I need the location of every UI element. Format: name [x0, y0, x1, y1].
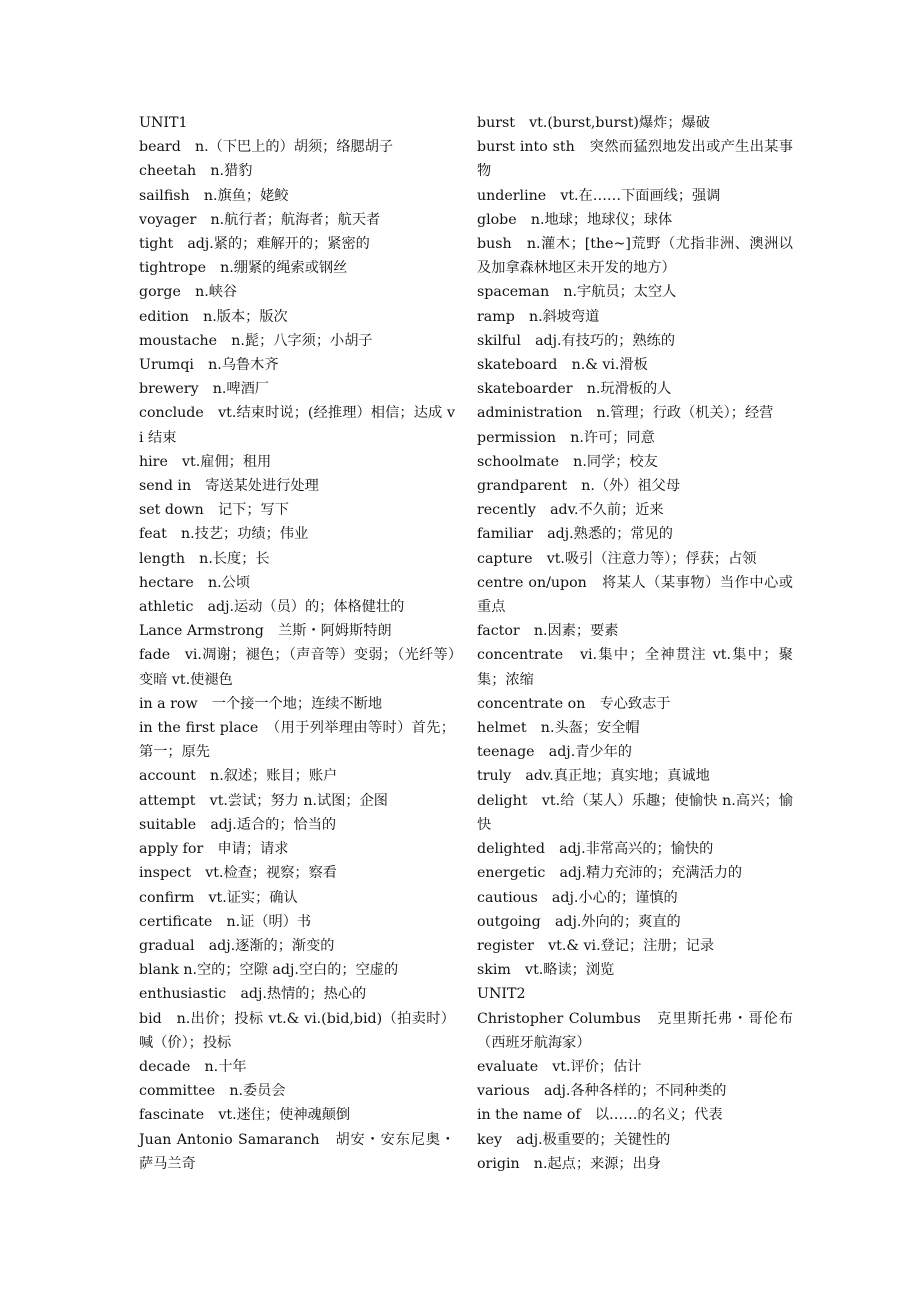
vocab-entry: length n.长度；长: [139, 550, 270, 567]
vocab-entry: moustache n.髭；八字须；小胡子: [139, 332, 373, 349]
vocab-entry: truly adv.真正地；真实地；真诚地: [477, 768, 710, 785]
vocab-entry: ramp n.斜坡弯道: [477, 308, 600, 325]
vocab-entry: enthusiastic adj.热情的；热心的: [139, 986, 367, 1003]
vocab-entry: beard n.（下巴上的）胡须；络腮胡子: [139, 139, 394, 156]
vocab-entry: factor n.因素；要素: [477, 623, 619, 640]
vocab-entry: teenage adj.青少年的: [477, 744, 632, 761]
vocab-entry: UNIT1: [139, 115, 188, 131]
vocab-entry: send in 寄送某处进行处理: [139, 478, 319, 495]
vocab-entry: committee n.委员会: [139, 1083, 286, 1100]
vocab-entry: permission n.许可；同意: [477, 429, 655, 446]
vocab-entry: voyager n.航行者；航海者；航天者: [139, 211, 381, 228]
vocab-entry: skateboard n.& vi.滑板: [477, 357, 648, 374]
vocab-entry: confirm vt.证实；确认: [139, 889, 298, 906]
vocab-entry: sailfish n.旗鱼；姥鲛: [139, 187, 289, 204]
vocab-entry: hire vt.雇佣；租用: [139, 453, 272, 470]
vocab-entry: attempt vt.尝试；努力 n.试图；企图: [139, 792, 388, 809]
vocab-entry: set down 记下；写下: [139, 502, 289, 519]
vocab-entry: tightrope n.绷紧的绳索或钢丝: [139, 260, 348, 277]
vocab-entry: administration n.管理；行政（机关）；经营: [477, 405, 774, 422]
vocab-entry: apply for 申请；请求: [139, 841, 289, 858]
vocab-entry: skateboarder n.玩滑板的人: [477, 381, 672, 398]
vocab-entry: burst vt.(burst,burst)爆炸；爆破: [477, 115, 710, 131]
vocab-entry: fade vi.凋谢；褪色；（声音等）变弱；（光纤等）变暗 vt.使褪色: [139, 647, 455, 688]
vocab-entry: decade n.十年: [139, 1058, 247, 1075]
vocab-entry: certificate n.证（明）书: [139, 913, 312, 930]
vocab-entry: various adj.各种各样的；不同种类的: [477, 1083, 727, 1100]
vocab-entry: blank n.空的；空隙 adj.空白的；空虚的: [139, 962, 399, 979]
vocab-entry: hectare n.公顷: [139, 574, 251, 591]
vocab-column-left: [139, 111, 455, 1176]
vocab-entry: burst into sth 突然而猛烈地发出或产生出某事物: [477, 139, 793, 180]
vocab-entry: spaceman n.宇航员；太空人: [477, 284, 677, 301]
vocab-entry: centre on/upon 将某人（某事物）当作中心或重点: [477, 574, 793, 616]
vocab-entry: suitable adj.适合的；恰当的: [139, 816, 337, 833]
vocab-entry: bid n.出价；投标 vt.& vi.(bid,bid)（拍卖时）喊（价）；投标: [139, 1010, 455, 1051]
vocab-entry: skilful adj.有技巧的；熟练的: [477, 332, 676, 349]
vocab-entry: key adj.极重要的；关键性的: [477, 1131, 671, 1148]
vocab-entry: UNIT2: [477, 986, 526, 1003]
vocab-entry: inspect vt.检查；视察；察看: [139, 865, 337, 882]
vocab-entry: cheetah n.猎豹: [139, 163, 253, 180]
vocab-entry: gorge n.峡谷: [139, 284, 238, 301]
vocab-entry: helmet n.头盔；安全帽: [477, 720, 640, 737]
vocab-entry: conclude vt.结束时说；(经推理）相信；达成 vi 结束: [139, 405, 455, 446]
vocab-entry: athletic adj.运动（员）的；体格健壮的: [139, 599, 405, 616]
vocab-entry: capture vt.吸引（注意力等）；俘获；占领: [477, 550, 757, 567]
vocab-entry: schoolmate n.同学；校友: [477, 453, 658, 470]
vocab-entry: Juan Antonio Samaranch 胡安・安东尼奥・萨马兰奇: [139, 1131, 455, 1172]
vocab-entry: evaluate vt.评价；估计: [477, 1058, 642, 1075]
vocab-entry: bush n.灌木；[the~]荒野（尤指非洲、澳洲以及加拿森林地区未开发的地方）: [477, 236, 793, 277]
vocab-entry: gradual adj.逐渐的；渐变的: [139, 937, 335, 954]
vocab-entry: fascinate vt.迷住；使神魂颠倒: [139, 1107, 351, 1124]
vocab-entry: feat n.技艺；功绩；伟业: [139, 526, 309, 543]
vocab-entry: delight vt.给（某人）乐趣；使愉快 n.高兴；愉快: [477, 792, 793, 833]
vocab-entry: delighted adj.非常高兴的；愉快的: [477, 841, 714, 858]
vocab-entry: concentrate on 专心致志于: [477, 695, 671, 712]
vocab-entry: cautious adj.小心的；谨慎的: [477, 889, 678, 906]
vocab-entry: energetic adj.精力充沛的；充满活力的: [477, 865, 743, 882]
vocab-entry: edition n.版本；版次: [139, 308, 288, 325]
vocab-entry: in the name of 以……的名义；代表: [477, 1107, 723, 1124]
vocab-entry: origin n.起点；来源；出身: [477, 1155, 661, 1172]
vocab-entry: Christopher Columbus 克里斯托弗・哥伦布（西班牙航海家）: [477, 1010, 793, 1051]
vocab-entry: tight adj.紧的；难解开的；紧密的: [139, 236, 370, 253]
vocab-entry: in the first place （用于列举理由等时）首先；第一；原先: [139, 720, 455, 761]
vocab-entry: in a row 一个接一个地；连续不断地: [139, 695, 383, 712]
vocab-entry: grandparent n.（外）祖父母: [477, 478, 681, 495]
vocab-entry: recently adv.不久前；近来: [477, 502, 664, 519]
vocab-entry: Urumqi n.乌鲁木齐: [139, 357, 279, 374]
vocab-column-right: [477, 111, 793, 1176]
vocab-entry: underline vt.在……下面画线；强调: [477, 187, 721, 204]
vocab-entry: Lance Armstrong 兰斯・阿姆斯特朗: [139, 623, 392, 640]
vocab-entry: account n.叙述；账目；账户: [139, 768, 338, 785]
vocab-entry: skim vt.略读；浏览: [477, 962, 615, 979]
vocab-entry: outgoing adj.外向的；爽直的: [477, 913, 681, 930]
vocab-entry: familiar adj.熟悉的；常见的: [477, 526, 673, 543]
vocab-entry: register vt.& vi.登记；注册；记录: [477, 937, 715, 954]
vocab-entry: concentrate vi.集中；全神贯注 vt.集中；聚集；浓缩: [477, 647, 793, 688]
vocab-entry: brewery n.啤酒厂: [139, 381, 269, 398]
vocab-entry: globe n.地球；地球仪；球体: [477, 211, 673, 228]
